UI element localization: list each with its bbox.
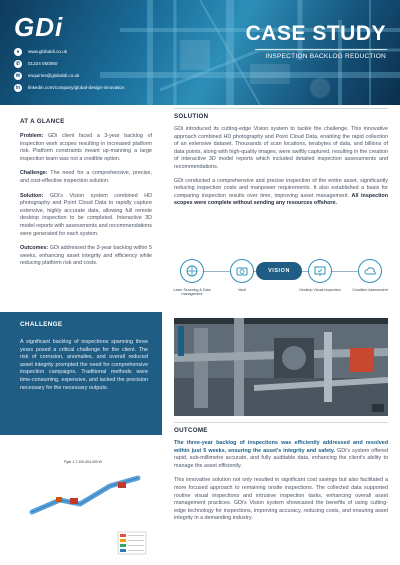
pipe-isometric-diagram — [20, 442, 160, 560]
challenge-paragraph — [20, 170, 152, 185]
solution-section — [174, 108, 388, 214]
laser-scan-icon — [180, 259, 204, 283]
outcome-section — [174, 422, 388, 530]
contact-phone[interactable] — [14, 58, 125, 69]
desktop-inspection-icon — [308, 259, 332, 283]
contact-website[interactable] — [14, 46, 125, 57]
contact-text: linkedin.com/company/global-design-innovation — [28, 85, 125, 90]
vision-process-flow — [174, 253, 388, 309]
vision-node-label: Desktop Visual Inspection — [299, 288, 341, 292]
solution-paragraph-2 — [174, 178, 388, 208]
outcome-lead-emphasis: The three-year backlog of inspections was efficiently addressed and resolved within just 5 weeks, ensuring the asset's integrity and safety. — [174, 440, 388, 454]
challenge-box — [0, 312, 162, 435]
outcomes-paragraph — [20, 245, 152, 268]
outcome-paragraph-1 — [174, 440, 388, 470]
outcomes-text: GDi addressed the 3-year backlog within 5 weeks, enhancing asset integrity and efficiency while reducing platform risk and costs. — [20, 245, 152, 267]
section-divider — [174, 422, 388, 423]
challenge-body: A significant backlog of inspections spanning three years posed a critical challenge for the client. The risk of corrosion, anomalies, and overall reduced asset integrity prompted the need for comprehensive inspection campaigns. Traditional methods were time-consuming, expensive, and lacked the precision necessary for the necessary outputs. — [20, 339, 148, 391]
contact-text: enquiries@globaldi.co.uk — [28, 73, 80, 78]
solution-paragraph-1: GDi introduced its cutting-edge Vision system to tackle the challenge. This innovative approach combined HD photography and Point Cloud Data, enabling the rapid collection of an extensive dataset. Thousands of scan locations, terabytes of data, and billions of data points, along with high-quality images, were swiftly captured, resulting in the creation of interactive 3D model reports which included detailed inspection assessments and recommendations. — [174, 126, 388, 170]
solution-text: GDi's Vision system combined HD photography and Point Cloud Data to rapidly capture extensive, highly accurate data, allowing full remote desktop inspection to be completed. Interactive 3D model reports with assessments and recommendations were generated for each system. — [20, 192, 152, 237]
contact-linkedin[interactable] — [14, 82, 125, 93]
title-divider — [255, 49, 387, 50]
vision-node-label: Laser Scanning & Data management — [173, 288, 211, 297]
outcomes-label: Outcomes: — [20, 245, 49, 252]
contact-text: 01224 050060 — [28, 61, 58, 66]
diagram-label: Flyer 1-7-100-004-000 W — [64, 460, 102, 464]
page-subtitle: INSPECTION BACKLOG REDUCTION — [265, 53, 386, 60]
gdi-logo: GDi — [14, 12, 64, 42]
section-divider — [174, 108, 388, 109]
outcome-heading: OUTCOME — [174, 427, 208, 434]
vision-badge: VISION — [256, 262, 302, 280]
3d-model-screenshot — [174, 318, 388, 416]
at-a-glance-heading: AT A GLANCE — [20, 118, 65, 125]
outcome-paragraph-2: This innovative solution not only resulted in significant cost savings but also facilitated a more focused approach to remaining onsite inspections. The collected data supported routine visual inspections and intrusive inspection tasks, enhancing overall asset management practices. GDi's Vision system showcased the benefits of using cutting-edge technology for inspections, improving accuracy, reducing costs, and ensuring asset integrity in a demanding industry. — [174, 477, 388, 522]
at-a-glance-section — [20, 114, 152, 275]
vision-node-label: Condition Assessment — [352, 288, 388, 292]
solution-paragraph — [20, 193, 152, 239]
header-banner — [0, 0, 400, 105]
solution-heading: SOLUTION — [174, 113, 209, 120]
solution-paragraph-2-text: GDi conducted a comprehensive and precise inspection of the entire asset, significantly reducing inspection costs and manpower requirements. It also established a basis for comparing inspection results over time, improving asset management. — [174, 177, 388, 199]
cloud-assessment-icon — [358, 259, 382, 283]
challenge-text: The need for a comprehensive, precise, and cost-effective inspection solution. — [20, 170, 152, 184]
problem-label: Problem: — [20, 133, 44, 139]
camera-icon — [230, 259, 254, 283]
problem-text: GDi client faced a 3-year backlog of inspection work scopes resulting in increased platform risk. Platform constraints meant up-manning a large inspection team was not a credible option. — [20, 133, 152, 162]
solution-paragraph-2-emphasis: All inspection scopes were complete without sending any resources offshore. — [174, 192, 388, 207]
page-title: CASE STUDY — [245, 22, 386, 45]
linkedin-icon: in — [15, 84, 21, 91]
contact-email[interactable] — [14, 70, 125, 81]
solution-label: Solution: — [20, 192, 44, 199]
mail-icon: ✉ — [15, 72, 21, 79]
vision-node-label: Vault — [238, 288, 246, 292]
challenge-heading: CHALLENGE — [20, 321, 63, 328]
contact-text: www.globaldi.co.uk — [28, 49, 68, 54]
globe-icon: ● — [14, 48, 22, 56]
challenge-label: Challenge: — [20, 170, 48, 177]
problem-paragraph — [20, 133, 152, 163]
phone-icon: ✆ — [15, 60, 21, 67]
outcome-lead-text: GDi's system offered rapid, sub-millimetre accurate, and fully auditable data, enhancing the client's ability to manage the asset efficiently. — [174, 447, 388, 469]
contact-list — [14, 46, 125, 94]
